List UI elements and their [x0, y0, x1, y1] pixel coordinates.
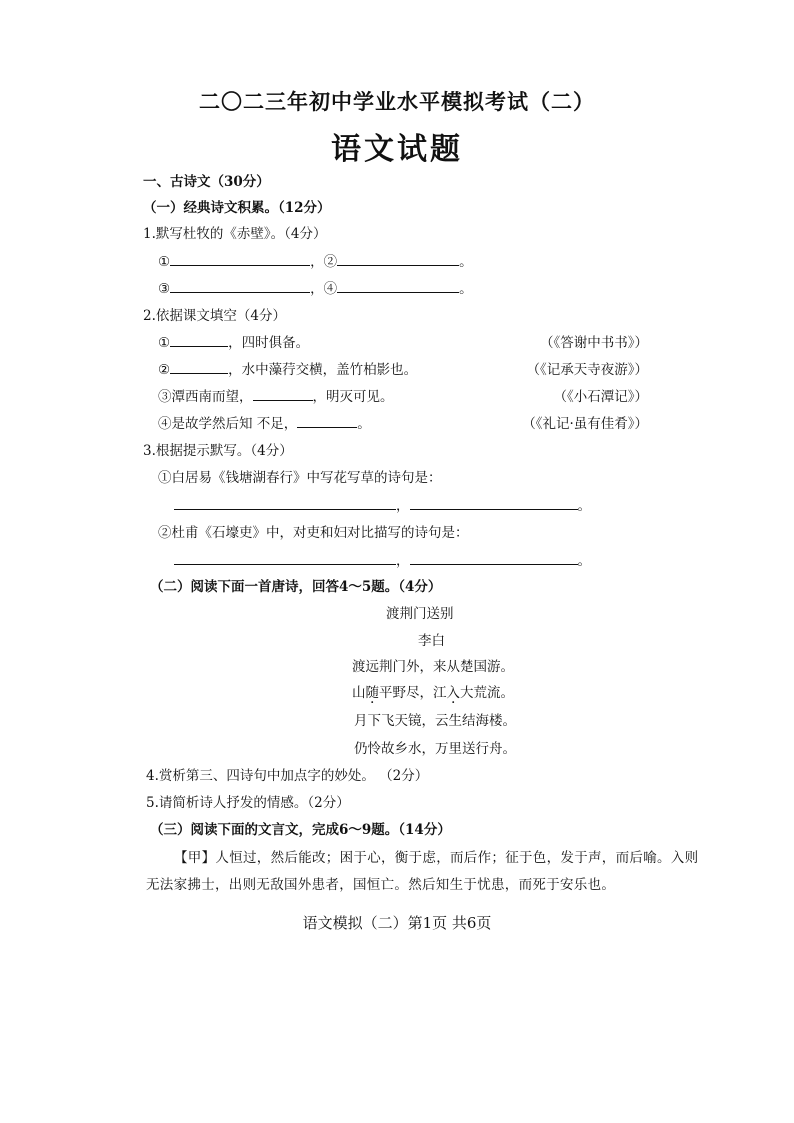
answer-blank[interactable]: [170, 332, 228, 347]
section-heading: 一、古诗文（30分）: [143, 174, 270, 190]
poem-text: 山: [352, 685, 366, 701]
punctuation: 。: [577, 498, 591, 514]
blank-mark: ②: [158, 362, 171, 378]
q2-prompt: 2.依据课文填空（4分）: [143, 308, 286, 324]
item-text: ，四时俱备。: [228, 335, 310, 351]
blank-mark: ①: [158, 335, 171, 351]
q3-answer-row: [174, 549, 591, 569]
q3-prompt: 3.根据提示默写。（4分）: [143, 443, 293, 459]
answer-blank[interactable]: [170, 251, 310, 266]
q4-prompt: 4.赏析第三、四诗句中加点字的妙处。 （2分）: [146, 768, 429, 784]
poem-author: 李白: [418, 633, 445, 649]
dotted-character: 随: [365, 685, 379, 701]
poem-line: 月下飞天镜，云生结海楼。: [354, 713, 516, 729]
poem-line: 渡远荆门外，来从楚国游。: [352, 659, 514, 675]
punctuation: ，: [396, 553, 410, 569]
punctuation: 。: [459, 254, 473, 270]
page-footer: 语文模拟（二）第1页 共6页: [302, 914, 492, 932]
punctuation: ，: [310, 281, 324, 297]
item-text: ④是故学然后知 不足，: [158, 416, 298, 432]
item-text: ，明灭可见。: [312, 389, 394, 405]
q1-row1: [158, 250, 473, 270]
blank-mark: ②: [323, 254, 338, 270]
item-text: 。: [357, 416, 371, 432]
answer-blank[interactable]: [174, 495, 396, 510]
source-citation: （《礼记·虽有佳肴》）: [522, 416, 648, 432]
classical-text-line: 无法家拂士，出则无敌国外患者，国恒亡。然后知生于忧患，而死于安乐也。: [146, 877, 616, 893]
item-text: ，水中藻荇交横，盖竹柏影也。: [228, 362, 418, 378]
poem-text: 平野尽，江: [379, 685, 447, 701]
q2-item: [158, 412, 371, 432]
answer-blank[interactable]: [337, 278, 459, 293]
subject-title: 语文试题: [331, 132, 463, 167]
blank-mark: ①: [158, 254, 171, 270]
source-citation: （《记承天寺夜游》）: [526, 362, 648, 378]
poem-line: [352, 681, 514, 701]
punctuation: ，: [396, 498, 410, 514]
dotted-character: 入: [446, 685, 460, 701]
part3-heading: （三）阅读下面的文言文，完成6～9题。（14分）: [150, 822, 451, 838]
part1-heading: （一）经典诗文积累。（12分）: [143, 200, 331, 216]
punctuation: ，: [310, 254, 324, 270]
source-citation: （《答谢中书书》）: [540, 335, 648, 351]
answer-blank[interactable]: [410, 550, 578, 565]
poem-title: 渡荆门送别: [386, 606, 454, 622]
q3-answer-row: [174, 494, 591, 514]
q2-item: [158, 331, 309, 351]
answer-blank[interactable]: [170, 359, 228, 374]
poem-text: 大荒流。: [460, 685, 514, 701]
exam-title: 二〇二三年初中学业水平模拟考试（二）: [199, 89, 595, 114]
q2-item: [158, 358, 417, 378]
blank-mark: ④: [323, 281, 338, 297]
q2-item: [158, 385, 394, 405]
answer-blank[interactable]: [297, 413, 357, 428]
q1-prompt: 1.默写杜牧的《赤壁》。（4分）: [143, 226, 327, 242]
blank-mark: ③: [158, 281, 171, 297]
poem-line: 仍怜故乡水，万里送行舟。: [354, 741, 516, 757]
answer-blank[interactable]: [337, 251, 459, 266]
punctuation: 。: [459, 281, 473, 297]
item-text: ③潭西南而望，: [158, 389, 253, 405]
answer-blank[interactable]: [410, 495, 578, 510]
q3-sub2: ②杜甫《石壕吏》中，对吏和妇对比描写的诗句是：: [158, 525, 469, 541]
source-citation: （《小石潭记》）: [553, 389, 648, 405]
punctuation: 。: [577, 553, 591, 569]
part2-heading: （二）阅读下面一首唐诗，回答4～5题。（4分）: [150, 579, 442, 595]
q5-prompt: 5.请简析诗人抒发的情感。（2分）: [146, 795, 350, 811]
answer-blank[interactable]: [253, 386, 313, 401]
q3-sub1: ①白居易《钱塘湖春行》中写花写草的诗句是：: [158, 470, 442, 486]
answer-blank[interactable]: [170, 278, 310, 293]
classical-text-line: 【甲】人恒过，然后能改；困于心，衡于虑，而后作；征于色，发于声，而后喻。入则: [174, 850, 699, 866]
q1-row2: [158, 277, 473, 297]
answer-blank[interactable]: [174, 550, 396, 565]
